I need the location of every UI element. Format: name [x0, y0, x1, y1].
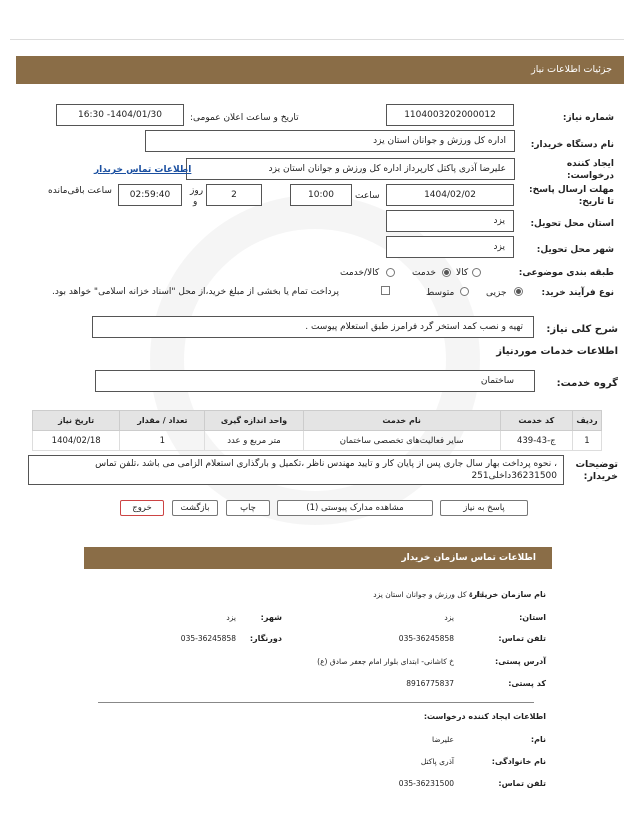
days-field: 2 [206, 184, 262, 206]
need-number-label: شماره نیاز: [562, 113, 614, 123]
col-qty: تعداد / مقدار [120, 411, 205, 431]
remaining-label: ساعت باقی‌مانده [48, 186, 112, 196]
cell-qty: 1 [120, 431, 205, 451]
exit-button[interactable]: خروج [120, 500, 164, 516]
days-label: روز [190, 186, 204, 196]
creator-section-title: اطلاعات ایجاد کننده درخواست: [423, 712, 546, 721]
deadline-time-label: ساعت [355, 191, 380, 201]
table-row [33, 431, 602, 451]
buyer-org-field: اداره کل ورزش و جوانان استان یزد [145, 130, 515, 152]
creator-last-name-label: نام خانوادگی: [491, 757, 546, 766]
buyer-org-label: نام دستگاه خریدار: [530, 140, 614, 150]
contact-fax-label: دورنگار: [249, 634, 282, 643]
col-row: ردیف [572, 411, 601, 431]
category-goods-label: کالا [456, 268, 469, 278]
deadline-label: مهلت ارسال پاسخ: تا تاریخ: [529, 185, 614, 207]
province-label: استان محل تحویل: [530, 219, 614, 229]
contact-province: یزد [444, 613, 454, 622]
contact-city: یزد [226, 613, 236, 622]
treasury-checkbox[interactable] [381, 286, 390, 298]
summary-label: شرح کلی نیاز: [546, 324, 618, 335]
col-unit: واحد اندازه گیری [205, 411, 303, 431]
service-group-field: ساختمان [95, 370, 535, 392]
process-label: نوع فرآیند خرید: [541, 288, 614, 298]
service-group-label: گروه خدمت: [556, 378, 618, 389]
contact-city-label: شهر: [260, 613, 282, 622]
deadline-time-field: 10:00 [290, 184, 352, 206]
col-code: کد خدمت [500, 411, 572, 431]
category-radio-both[interactable] [386, 268, 395, 280]
city-label: شهر محل تحویل: [536, 245, 614, 255]
page-header: جزئیات اطلاعات نیاز [16, 56, 624, 84]
process-radio-minor[interactable] [514, 287, 523, 299]
process-minor-label: جزیی [486, 288, 507, 298]
category-service-label: خدمت [412, 268, 436, 278]
print-button[interactable]: چاپ [226, 500, 270, 516]
cell-unit: متر مربع و عدد [205, 431, 303, 451]
items-table-wrap [32, 410, 602, 451]
creator-label: ایجاد کننده درخواست: [566, 159, 614, 181]
contact-phone: 035-36245858 [398, 634, 454, 643]
cell-date: 1404/02/18 [33, 431, 120, 451]
notes-label: توضیحات خریدار: [575, 459, 618, 482]
process-medium-label: متوسط [426, 288, 455, 298]
summary-field: تهیه و نصب کمد استخر گرد فرامرز طبق استعلام پیوست . [92, 316, 534, 338]
process-radio-medium[interactable] [460, 287, 469, 299]
contact-postal-label: کد پستی: [508, 679, 546, 688]
creator-first-name: علیرضا [431, 735, 454, 744]
category-radio-service[interactable] [442, 268, 451, 280]
creator-phone-label: تلفن تماس: [498, 779, 546, 788]
announce-label: تاریخ و ساعت اعلان عمومی: [190, 113, 299, 123]
creator-first-name-label: نام: [530, 735, 546, 744]
buyer-contact-link[interactable]: اطلاعات تماس خریدار [94, 165, 192, 175]
cell-code: ج-43-439 [500, 431, 572, 451]
top-divider [10, 39, 624, 40]
need-number-field: 1104003202000012 [386, 104, 514, 126]
contact-divider [98, 702, 534, 703]
contact-section-header: اطلاعات تماس سازمان خریدار [84, 547, 552, 569]
services-title: اطلاعات خدمات موردنیاز [496, 346, 618, 357]
category-label: طبقه بندی موضوعی: [518, 268, 614, 278]
remaining-time-field: 02:59:40 [118, 184, 182, 206]
city-field: یزد [386, 236, 514, 258]
creator-last-name: آذری پاکتل [420, 757, 454, 766]
reply-button[interactable]: پاسخ به نیاز [440, 500, 528, 516]
notes-field: ، نحوه پرداخت بهار سال جاری پس از پایان کار و تایید مهندس ناظر ،تکمیل و بارگذاری استعلام الزامی می باشد ،تلفن تماس 36231500داخلی251 [28, 455, 564, 485]
cell-name: سایر فعالیت‌های تخصصی ساختمان [303, 431, 500, 451]
creator-field: علیرضا آذری پاکتل کارپرداز اداره کل ورزش و جوانان استان یزد [186, 158, 515, 180]
contact-address: خ کاشانی- ابتدای بلوار امام جعفر صادق (ع) [317, 657, 454, 666]
contact-org: اداره کل ورزش و جوانان استان یزد [373, 590, 484, 599]
deadline-date-field: 1404/02/02 [386, 184, 514, 206]
table-header-row [33, 411, 602, 431]
col-name: نام خدمت [303, 411, 500, 431]
contact-address-label: آدرس پستی: [495, 657, 546, 666]
contact-province-label: استان: [519, 613, 546, 622]
category-both-label: کالا/خدمت [340, 268, 380, 278]
contact-fax: 035-36245858 [180, 634, 236, 643]
col-date: تاریخ نیاز [33, 411, 120, 431]
announce-field: 1404/01/30- 16:30 [56, 104, 184, 126]
back-button[interactable]: بازگشت [172, 500, 218, 516]
days-and-label: و [193, 197, 198, 207]
contact-postal: 8916775837 [406, 679, 454, 688]
province-field: یزد [386, 210, 514, 232]
contact-phone-label: تلفن تماس: [498, 634, 546, 643]
payment-note: پرداخت تمام یا بخشی از مبلغ خرید،از محل "اسناد خزانه اسلامی" خواهد بود. [52, 287, 340, 297]
creator-phone: 035-36231500 [398, 779, 454, 788]
category-radio-goods[interactable] [472, 268, 481, 280]
cell-row: 1 [572, 431, 601, 451]
contact-org-label: نام سازمان خریدار: [469, 590, 546, 599]
attachments-button[interactable]: مشاهده مدارک پیوستی (1) [277, 500, 433, 516]
items-table [32, 410, 602, 451]
